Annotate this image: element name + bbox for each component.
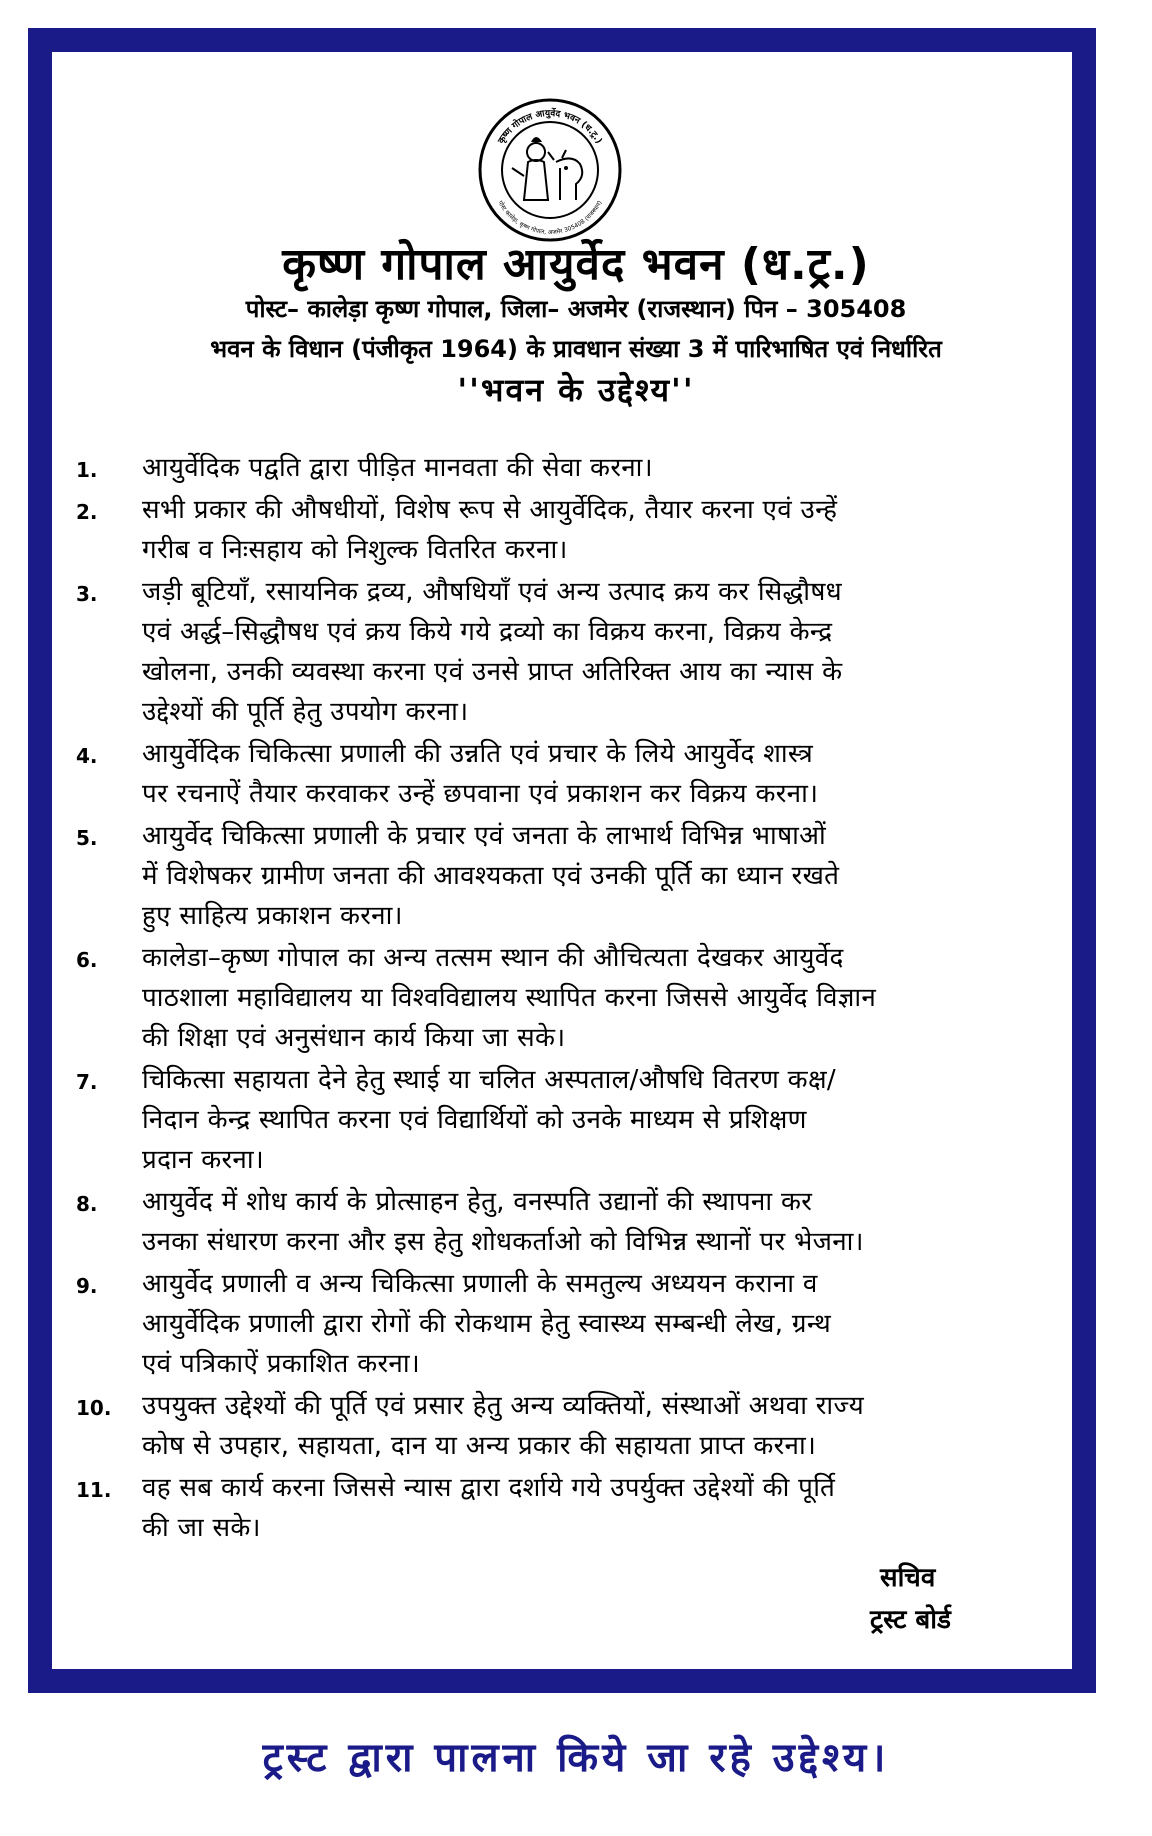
objective-line: में विशेषकर ग्रामीण जनता की आवश्यकता एवं उनकी पूर्ति का ध्यान रखते	[142, 861, 840, 891]
organization-address: पोस्ट– कालेड़ा कृष्ण गोपाल, जिला– अजमेर (राजस्थान) पिन – 305408	[245, 295, 907, 323]
objective-line: उनका संधारण करना और इस हेतु शोधकर्ताओ को विभिन्न स्थानों पर भेजना।	[142, 1227, 864, 1257]
objective-line: एवं पत्रिकाऐं प्रकाशित करना।	[142, 1349, 421, 1379]
objective-number: 9.	[76, 1274, 98, 1298]
objective-line: प्रदान करना।	[142, 1145, 265, 1175]
objective-line: आयुर्वेद प्रणाली व अन्य चिकित्सा प्रणाली के समतुल्य अध्ययन कराना व	[142, 1269, 818, 1299]
objective-line: उद्देश्यों की पूर्ति हेतु उपयोग करना।	[142, 697, 469, 727]
objective-line: आयुर्वेद में शोध कार्य के प्रोत्साहन हेतु, वनस्पति उद्यानों की स्थापना कर	[142, 1187, 813, 1217]
trust-seal-logo	[476, 96, 624, 244]
constitution-line: भवन के विधान (पंजीकृत 1964) के प्रावधान संख्या 3 में पारिभाषित एवं निर्धारित	[210, 335, 942, 363]
objective-line: कोष से उपहार, सहायता, दान या अन्य प्रकार की सहायता प्राप्त करना।	[142, 1431, 817, 1461]
objective-number: 4.	[76, 744, 98, 768]
objective-number: 10.	[76, 1396, 112, 1420]
objective-line: सभी प्रकार की औषधीयों, विशेष रूप से आयुर्वेदिक, तैयार करना एवं उन्हें	[142, 495, 838, 525]
objective-line: हुए साहित्य प्रकाशन करना।	[142, 901, 403, 931]
objective-line: निदान केन्द्र स्थापित करना एवं विद्यार्थियों को उनके माध्यम से प्रशिक्षण	[142, 1105, 807, 1135]
objective-line: की शिक्षा एवं अनुसंधान कार्य किया जा सके।	[142, 1023, 566, 1053]
objective-number: 6.	[76, 948, 98, 972]
signatory-role: सचिव	[880, 1563, 936, 1593]
krishna-with-cow-icon	[512, 137, 582, 200]
objective-line: खोलना, उनकी व्यवस्था करना एवं उनसे प्राप्त अतिरिक्त आय का न्यास के	[142, 657, 843, 687]
objective-number: 2.	[76, 500, 98, 524]
page-caption: ट्रस्ट द्वारा पालना किये जा रहे उद्देश्य।	[262, 1735, 890, 1781]
objective-line: आयुर्वेदिक प्रणाली द्वारा रोगों की रोकथाम हेतु स्वास्थ्य सम्बन्धी लेख, ग्रन्थ	[142, 1309, 831, 1339]
seal-text-bottom: पोस्ट कालेड़ा, कृष्ण गोपाल, अजमेर 305408 (राजस्थान)	[496, 199, 604, 236]
objective-line: एवं अर्द्ध–सिद्धौषध एवं क्रय किये गये द्रव्यो का विक्रय करना, विक्रय केन्द्र	[142, 617, 833, 647]
objective-line: आयुर्वेद चिकित्सा प्रणाली के प्रचार एवं जनता के लाभार्थ विभिन्न भाषाओं	[142, 821, 827, 851]
objective-line: आयुर्वेदिक पद्वति द्वारा पीड़ित मानवता की सेवा करना।	[142, 453, 653, 483]
objective-number: 11.	[76, 1478, 112, 1502]
objective-line: की जा सके।	[142, 1513, 261, 1543]
objective-line: कालेडा–कृष्ण गोपाल का अन्य तत्सम स्थान की औचित्यता देखकर आयुर्वेद	[142, 943, 844, 973]
objective-number: 8.	[76, 1192, 98, 1216]
objective-line: जड़ी बूटियाँ, रसायनिक द्रव्य, औषधियाँ एवं अन्य उत्पाद क्रय कर सिद्धौषध	[142, 577, 842, 607]
objective-number: 1.	[76, 458, 98, 482]
objective-line: गरीब व निःसहाय को निशुल्क वितरित करना।	[142, 535, 568, 565]
objectives-heading: ''भवन के उद्देश्य''	[457, 371, 695, 409]
objective-number: 5.	[76, 826, 98, 850]
objective-number: 7.	[76, 1070, 98, 1094]
organization-title: कृष्ण गोपाल आयुर्वेद भवन (ध.ट्र.)	[282, 239, 870, 290]
objective-line: वह सब कार्य करना जिससे न्यास द्वारा दर्शाये गये उपर्युक्त उद्देश्यों की पूर्ति	[142, 1473, 836, 1503]
objective-line: पर रचनाऐं तैयार करवाकर उन्हें छपवाना एवं प्रकाशन कर विक्रय करना।	[142, 779, 819, 809]
objective-line: आयुर्वेदिक चिकित्सा प्रणाली की उन्नति एवं प्रचार के लिये आयुर्वेद शास्त्र	[142, 739, 813, 769]
seal-text-top: कृष्ण गोपाल आयुर्वेद भवन (ध.ट्र.)	[496, 108, 604, 146]
objective-line: उपयुक्त उद्देश्यों की पूर्ति एवं प्रसार हेतु अन्य व्यक्तियों, संस्थाओं अथवा राज्य	[142, 1391, 865, 1421]
objective-line: पाठशाला महाविद्यालय या विश्वविद्यालय स्थापित करना जिससे आयुर्वेद विज्ञान	[142, 983, 877, 1013]
signatory-body: ट्रस्ट बोर्ड	[870, 1605, 951, 1635]
objective-number: 3.	[76, 582, 98, 606]
objective-line: चिकित्सा सहायता देने हेतु स्थाई या चलित अस्पताल/औषधि वितरण कक्ष/	[142, 1065, 836, 1095]
